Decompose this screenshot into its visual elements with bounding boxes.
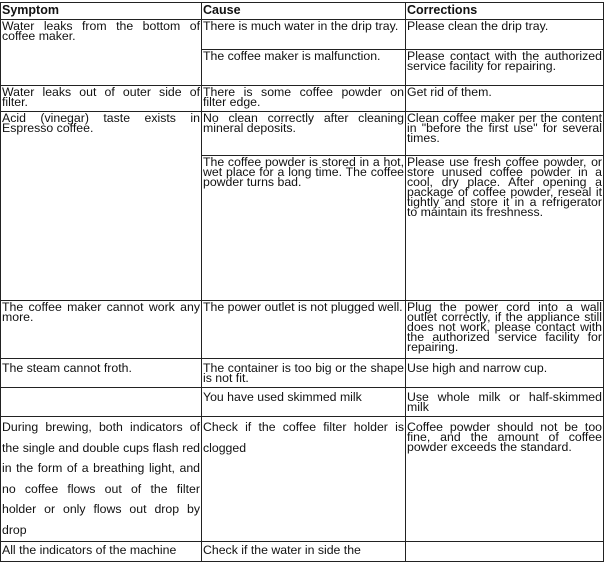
table-row: [1, 20, 604, 50]
table-row: [1, 301, 604, 359]
correction-cell: Clean coffee maker per the content in "before the first use" for several times.: [406, 112, 604, 156]
correction-cell: Please use fresh coffee powder, or store unused coffee powder in a cool, dry place. After opening a package of coffee powder, reseal it tightly and store it in a refrigerator to maintain its freshness.: [406, 156, 604, 301]
correction-cell: Coffee powder should not be too fine, and the amount of coffee powder exceeds the standard.: [406, 417, 604, 542]
table-row: [1, 86, 604, 112]
correction-cell: Use whole milk or half-skimmed milk: [406, 388, 604, 417]
table-row: [1, 388, 604, 417]
troubleshooting-table: [0, 2, 604, 562]
header-cause: Cause: [202, 3, 406, 20]
cause-cell: The power outlet is not plugged well.: [202, 301, 406, 359]
cause-cell: The coffee maker is malfunction.: [202, 50, 406, 86]
cause-cell: You have used skimmed milk: [202, 388, 406, 417]
header-row: [1, 3, 604, 20]
symptom-cell: Water leaks out of outer side of filter.: [1, 86, 202, 112]
table-row: [1, 541, 604, 561]
symptom-cell: All the indicators of the machine: [1, 541, 202, 561]
header-symptom: Symptom: [1, 3, 202, 20]
symptom-cell: Acid (vinegar) taste exists in Espresso coffee.: [1, 112, 202, 301]
symptom-cell: The steam cannot froth.: [1, 359, 202, 388]
correction-cell: Get rid of them.: [406, 86, 604, 112]
correction-cell: Plug the power cord into a wall outlet correctly, if the appliance still does not work, please contact with the authorized service facility for repairing.: [406, 301, 604, 359]
correction-cell: Use high and narrow cup.: [406, 359, 604, 388]
symptom-cell: [1, 388, 202, 417]
cause-cell: No clean correctly after cleaning mineral deposits.: [202, 112, 406, 156]
header-corrections: Corrections: [406, 3, 604, 20]
cause-cell: Check if the coffee filter holder is clogged: [202, 417, 406, 542]
cause-cell: The container is too big or the shape is not fit.: [202, 359, 406, 388]
symptom-cell: Water leaks from the bottom of coffee maker.: [1, 20, 202, 86]
cause-cell: The coffee powder is stored in a hot, wet place for a long time. The coffee powder turns bad.: [202, 156, 406, 301]
symptom-cell: During brewing, both indicators of the single and double cups flash red in the form of a breathing light, and no coffee flows out of the filter holder or only flows out drop by drop: [1, 417, 202, 542]
correction-cell: Please clean the drip tray.: [406, 20, 604, 50]
correction-cell: Please contact with the authorized service facility for repairing.: [406, 50, 604, 86]
cause-cell: There is some coffee powder on filter edge.: [202, 86, 406, 112]
correction-cell: [406, 541, 604, 561]
table-row: [1, 417, 604, 542]
cause-cell: There is much water in the drip tray.: [202, 20, 406, 50]
table-row: [1, 359, 604, 388]
table-row: [1, 112, 604, 156]
symptom-cell: The coffee maker cannot work any more.: [1, 301, 202, 359]
cause-cell: Check if the water in side the: [202, 541, 406, 561]
